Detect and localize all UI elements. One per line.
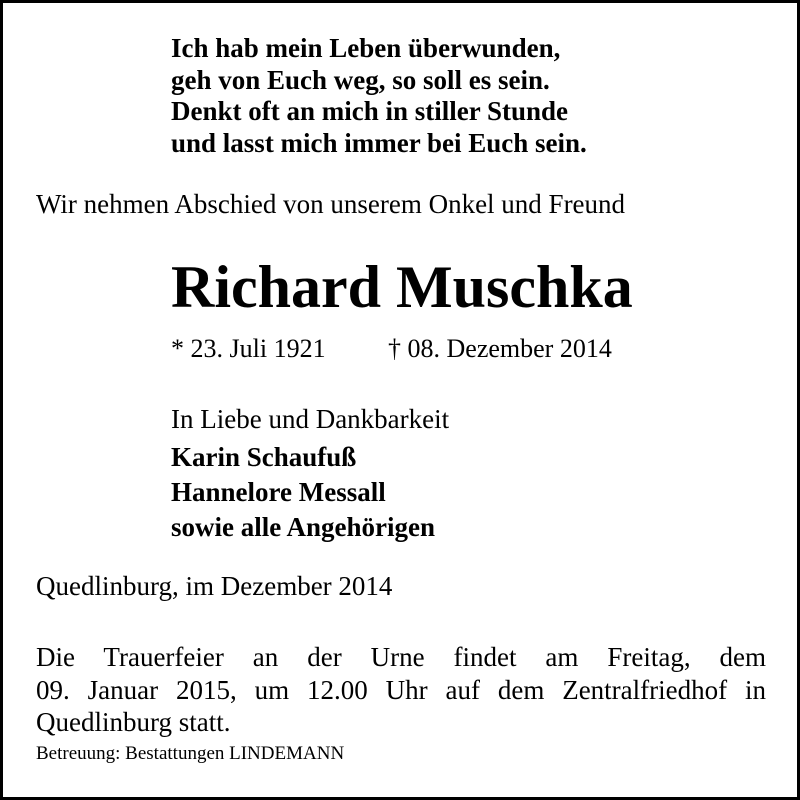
notice-line: Die Trauerfeier an der Urne findet am Freitag, dem [36, 642, 766, 672]
memorial-poem [171, 33, 587, 159]
deceased-name: Richard Muschka [171, 254, 633, 320]
poem-line: Ich hab mein Leben überwunden, [171, 33, 561, 63]
place-and-date: Quedlinburg, im Dezember 2014 [36, 571, 393, 601]
undertaker-credit: Betreuung: Bestattungen LINDEMANN [36, 743, 345, 764]
farewell-intro: Wir nehmen Abschied von unserem Onkel und Freund [36, 189, 626, 219]
death-date: † 08. Dezember 2014 [388, 334, 612, 363]
notice-line: Quedlinburg statt. [36, 707, 231, 737]
mourners-list [171, 440, 435, 545]
mourner-name: sowie alle Angehörigen [171, 512, 435, 542]
poem-line: geh von Euch weg, so soll es sein. [171, 64, 550, 95]
notice-line: 09. Januar 2015, um 12.00 Uhr auf dem Zentralfriedhof in [36, 674, 766, 705]
poem-line: und lasst mich immer bei Euch sein. [171, 127, 587, 158]
poem-line: Denkt oft an mich in stiller Stunde [171, 96, 569, 126]
dedication-text: In Liebe und Dankbarkeit [171, 404, 450, 434]
birth-date: * 23. Juli 1921 [171, 334, 326, 363]
mourner-name: Hannelore Messall [171, 477, 386, 507]
mourner-name: Karin Schaufuß [171, 442, 357, 472]
funeral-notice [36, 641, 766, 739]
